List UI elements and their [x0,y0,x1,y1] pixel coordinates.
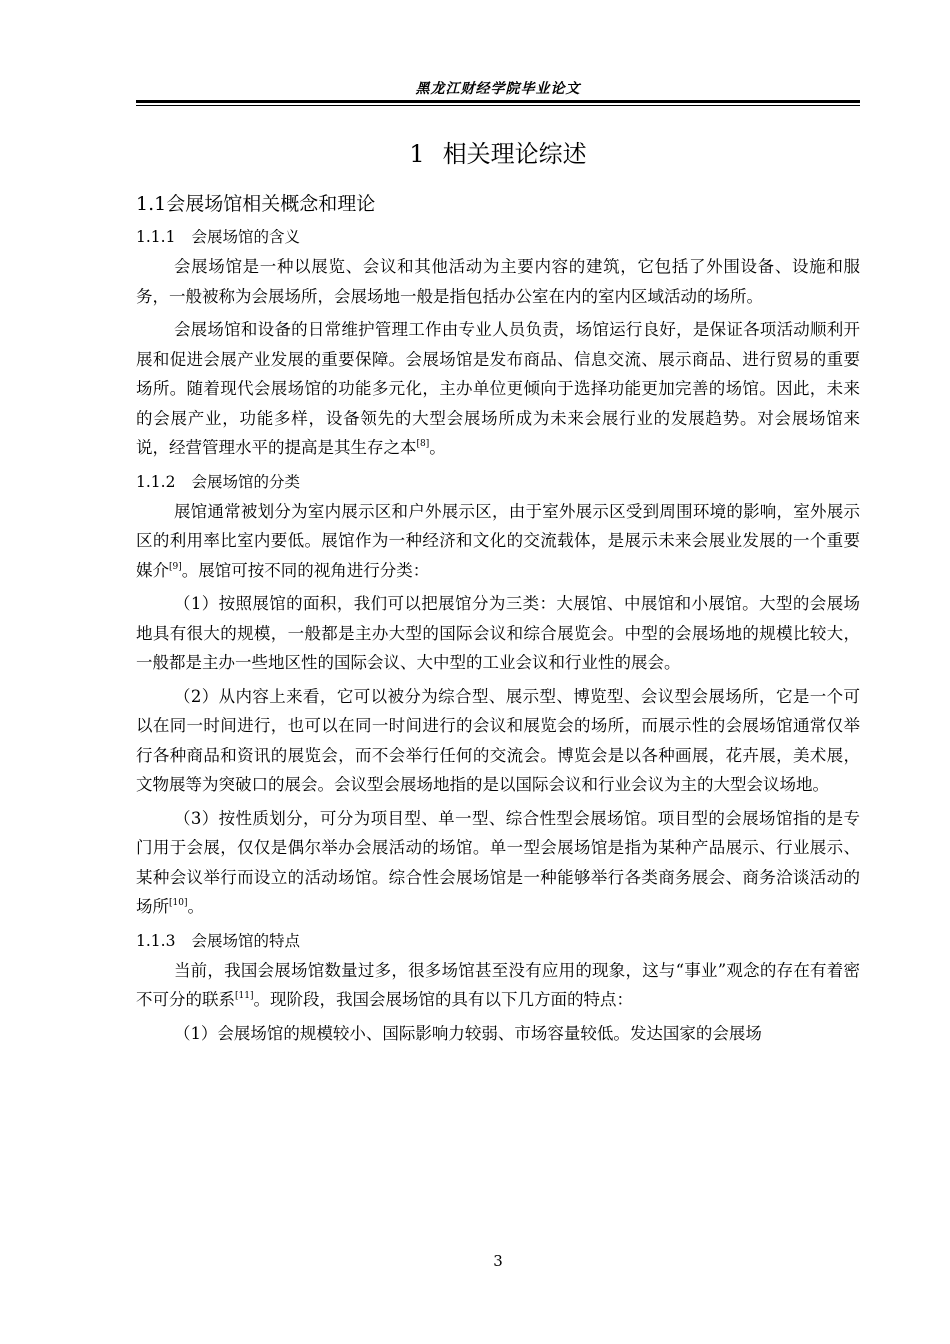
paragraph [136,315,860,463]
section-heading-1-1 [136,186,860,222]
chapter-title-text: 相关理论综述 [442,140,587,168]
page-number: 3 [493,1252,503,1270]
subsection-heading-1-1-1 [136,222,860,252]
running-header: 黑龙江财经学院毕业论文 [415,81,581,97]
citation-ref: [11] [235,991,254,1001]
paragraph-text: 。 [429,438,446,457]
subsection-title: 会展场馆的含义 [191,228,300,246]
citation-ref: [10] [169,898,188,908]
chapter-number: 1 [409,140,425,168]
chapter-title [136,134,860,169]
subsection-number: 1.1.1 [136,228,176,246]
paragraph: 会展场馆是一种以展览、会议和其他活动为主要内容的建筑，它包括了外围设备、设施和服务，一般被称为会展场所，会展场地一般是指包括办公室在内的室内区域活动的场所。 [136,257,860,306]
citation-ref: [9] [169,561,182,572]
paragraph: （1）按照展馆的面积，我们可以把展馆分为三类：大展馆、中展馆和小展馆。大型的会展场地具有很大的规模，一般都是主办大型的国际会议和综合展览会。中型的会展场地的规模比较大，一般都是主办一些地区性的国际会议、大中型的工业会议和行业性的展会。 [136,594,860,672]
paragraph [136,804,860,922]
paragraph-text: 。现阶段，我国会展场馆的具有以下几方面的特点： [253,990,633,1009]
subsection-number: 1.1.2 [136,472,176,491]
paragraph-text: 会展场馆和设备的日常维护管理工作由专业人员负责，场馆运行良好，是保证各项活动顺利开展和促进会展产业发展的重要保障。会展场馆是发布商品、信息交流、展示商品、进行贸易的重要场所。随着现代会展场馆的功能多元化，主办单位更倾向于选择功能更加完善的场馆。因此，未来的会展产业，功能多样，设备领先的大型会展场所成为未来会展行业的发展趋势。对会展场馆来说，经营管理水平的提高是其生存之本 [136,320,860,457]
subsection-number: 1.1.3 [136,931,176,950]
paragraph-text: 。展馆可按不同的视角进行分类： [181,560,430,580]
body-content [136,186,860,1052]
header-rule [136,100,860,103]
subsection-heading-1-1-2 [136,467,860,497]
paragraph: （2）从内容上来看，它可以被分为综合型、展示型、博览型、会议型会展场所，它是一个可以在同一时间进行，也可以在同一时间进行的会议和展览会的场所，而展示性的会展场馆通常仅举行各种商品和资讯的展览会，而不会举行任何的交流会。博览会是以各种画展，花卉展，美术展，文物展等为突破口的展会。会议型会展场地指的是以国际会议和行业会议为主的大型会议场地。 [136,686,860,794]
paragraph-text: 展馆通常被划分为室内展示区和户外展示区，由于室外展示区受到周围环境的影响，室外展示区的利用率比室内要低。展馆作为一种经济和文化的交流载体，是展示未来会展业发展的一个重要媒介 [136,501,860,580]
subsection-title: 会展场馆的特点 [191,931,300,950]
paragraph: （1）会展场馆的规模较小、国际影响力较弱、市场容量较低。发达国家的会展场 [173,1023,762,1043]
section-number: 1.1 [136,193,167,215]
subsection-heading-1-1-3 [136,926,860,956]
subsection-title: 会展场馆的分类 [191,472,300,491]
paragraph-text: 。 [187,897,204,916]
citation-ref: [8] [416,439,430,449]
paragraph [136,497,860,586]
paragraph-text: 当前，我国会展场馆数量过多，很多场馆甚至没有应用的现象，这与“事业”观念的存在有着密不可分的联系 [136,960,860,1009]
section-title: 会展场馆相关概念和理论 [166,193,376,215]
paragraph-text: （3）按性质划分，可分为项目型、单一型、综合性型会展场馆。项目型的会展场馆指的是专门用于会展，仅仅是偶尔举办会展活动的场馆。单一型会展场馆是指为某种产品展示、行业展示、某种会议举行而设立的活动场馆。综合性会展场馆是一种能够举行各类商务展会、商务洽谈活动的场所 [136,808,860,916]
paragraph [136,956,860,1015]
header-rule-thin [136,105,860,106]
